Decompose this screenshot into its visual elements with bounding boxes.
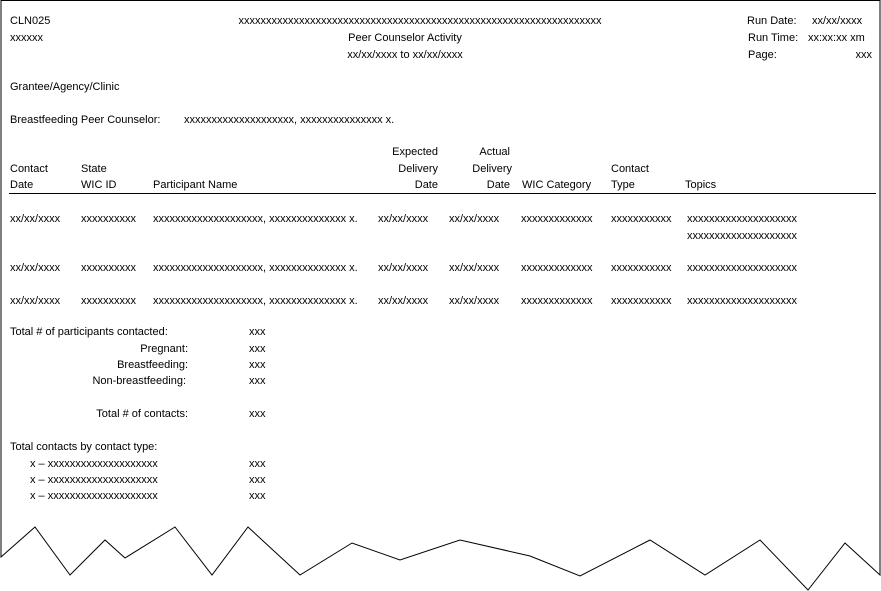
row1-category: xxxxxxxxxxxxx <box>521 213 593 225</box>
row1-contact-date: xx/xx/xxxx <box>10 213 61 225</box>
breastfeeding-label: Breastfeeding: <box>117 359 188 371</box>
by-type-item3-value: xxx <box>249 490 266 502</box>
total-contacts-value: xxx <box>249 408 266 420</box>
row1-expected: xx/xx/xxxx <box>378 213 429 225</box>
col-expected-line3: Date <box>414 179 438 191</box>
row2-contact-date: xx/xx/xxxx <box>10 262 61 274</box>
col-expected-line2: Delivery <box>398 163 438 175</box>
row2-name: xxxxxxxxxxxxxxxxxxxx, xxxxxxxxxxxxxx x. <box>153 262 358 274</box>
report-banner: xxxxxxxxxxxxxxxxxxxxxxxxxxxxxxxxxxxxxxxxxxxxxxxxxxxxxxxxxxxxxxxxxx <box>238 15 602 27</box>
row3-name: xxxxxxxxxxxxxxxxxxxx, xxxxxxxxxxxxxx x. <box>153 295 358 307</box>
col-wic-category: WIC Category <box>522 179 592 191</box>
header-rule <box>9 193 876 194</box>
run-time-label: Run Time: <box>748 32 799 44</box>
by-type-item1-value: xxx <box>249 458 266 470</box>
col-state-line1: State <box>81 163 107 175</box>
pregnant-label: Pregnant: <box>140 343 188 355</box>
by-type-item1-label: x – xxxxxxxxxxxxxxxxxxxx <box>30 458 158 470</box>
col-expected-line1: Expected <box>392 146 438 158</box>
total-participants-value: xxx <box>249 326 266 338</box>
page-value: xxx <box>855 49 872 61</box>
run-date-value: xx/xx/xxxx <box>812 15 863 27</box>
by-type-item2-label: x – xxxxxxxxxxxxxxxxxxxx <box>30 474 158 486</box>
row1-actual: xx/xx/xxxx <box>449 213 500 225</box>
col-contact-date-line1: Contact <box>10 163 48 175</box>
row3-topics: xxxxxxxxxxxxxxxxxxxx <box>687 295 797 307</box>
report-sub-id: xxxxxx <box>10 32 43 44</box>
row2-type: xxxxxxxxxxx <box>611 262 672 274</box>
col-contact-date-line2: Date <box>10 179 34 191</box>
by-type-label: Total contacts by contact type: <box>10 441 158 453</box>
row3-expected: xx/xx/xxxx <box>378 295 429 307</box>
row1-name: xxxxxxxxxxxxxxxxxxxx, xxxxxxxxxxxxxx x. <box>153 213 358 225</box>
row2-expected: xx/xx/xxxx <box>378 262 429 274</box>
col-state-line2: WIC ID <box>81 179 117 191</box>
row2-category: xxxxxxxxxxxxx <box>521 262 593 274</box>
col-contact-type-line2: Type <box>611 179 635 191</box>
col-contact-type-line1: Contact <box>611 163 649 175</box>
row2-wic-id: xxxxxxxxxx <box>81 262 136 274</box>
page-label: Page: <box>748 49 777 61</box>
row1-type: xxxxxxxxxxx <box>611 213 672 225</box>
row3-actual: xx/xx/xxxx <box>449 295 500 307</box>
total-contacts-label: Total # of contacts: <box>96 408 188 420</box>
col-actual-line2: Delivery <box>472 163 512 175</box>
col-topics: Topics <box>685 179 717 191</box>
row3-contact-date: xx/xx/xxxx <box>10 295 61 307</box>
row3-wic-id: xxxxxxxxxx <box>81 295 136 307</box>
pregnant-value: xxx <box>249 343 266 355</box>
row1-topics-line2: xxxxxxxxxxxxxxxxxxxx <box>687 230 797 242</box>
col-actual-line3: Date <box>486 179 510 191</box>
report-date-range: xx/xx/xxxx to xx/xx/xxxx <box>347 49 463 61</box>
non-breastfeeding-label: Non-breastfeeding: <box>92 375 186 387</box>
counselor-label: Breastfeeding Peer Counselor: <box>10 114 161 126</box>
run-time-value: xx:xx:xx xm <box>808 32 865 44</box>
counselor-value: xxxxxxxxxxxxxxxxxxxx, xxxxxxxxxxxxxxx x. <box>184 114 395 126</box>
row1-wic-id: xxxxxxxxxx <box>81 213 136 225</box>
col-participant-name: Participant Name <box>153 179 238 191</box>
report-id: CLN025 <box>10 15 51 27</box>
row3-category: xxxxxxxxxxxxx <box>521 295 593 307</box>
by-type-item3-label: x – xxxxxxxxxxxxxxxxxxxx <box>30 490 158 502</box>
row1-topics: xxxxxxxxxxxxxxxxxxxx <box>687 213 797 225</box>
breastfeeding-value: xxx <box>249 359 266 371</box>
run-date-label: Run Date: <box>747 15 797 27</box>
total-participants-label: Total # of participants contacted: <box>10 326 168 338</box>
row2-topics: xxxxxxxxxxxxxxxxxxxx <box>687 262 797 274</box>
report-title: Peer Counselor Activity <box>348 32 462 44</box>
col-actual-line1: Actual <box>479 146 510 158</box>
row3-type: xxxxxxxxxxx <box>611 295 672 307</box>
grantee-label: Grantee/Agency/Clinic <box>10 81 120 93</box>
non-breastfeeding-value: xxx <box>249 375 266 387</box>
row2-actual: xx/xx/xxxx <box>449 262 500 274</box>
by-type-item2-value: xxx <box>249 474 266 486</box>
